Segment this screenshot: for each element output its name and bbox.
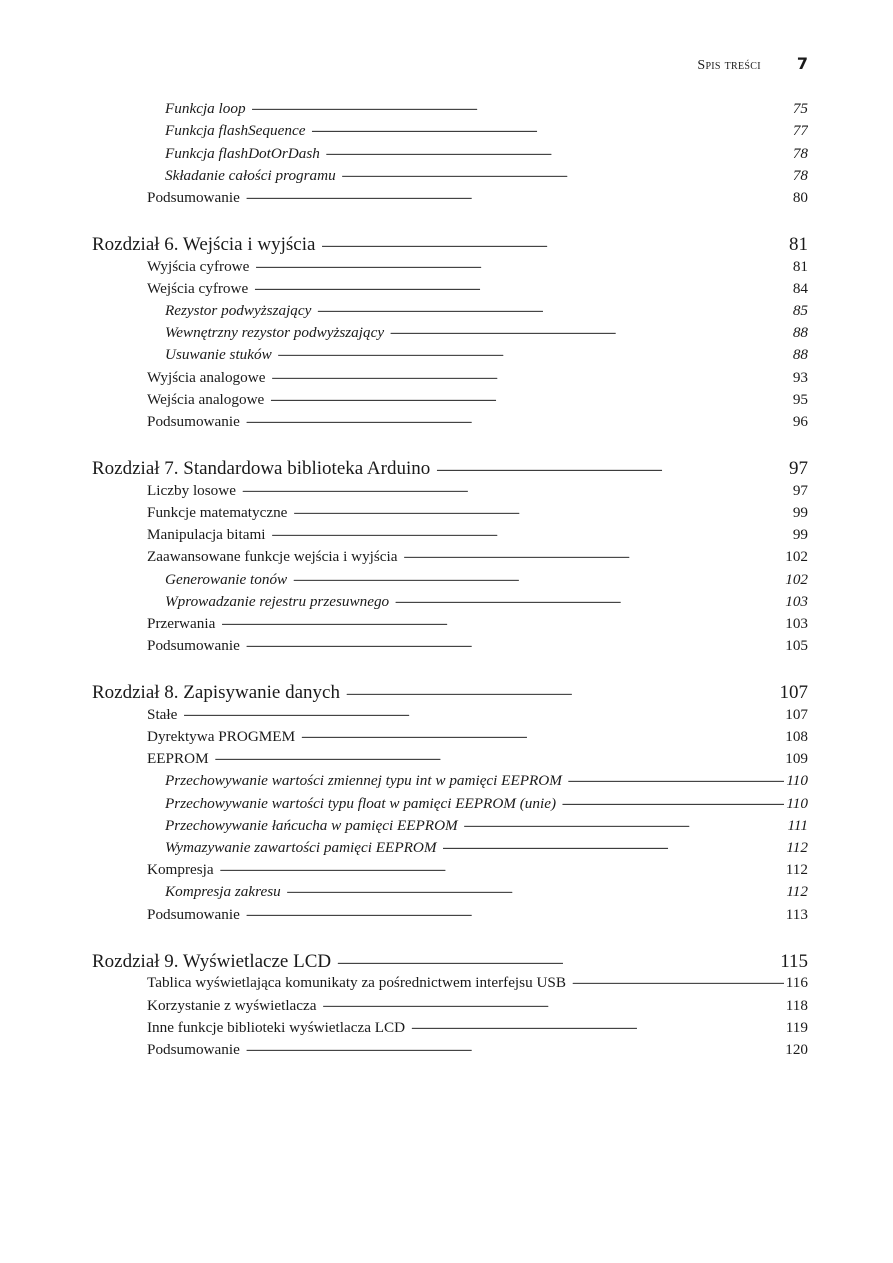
toc-section-entry <box>147 278 808 298</box>
toc-entry-title: Podsumowanie <box>147 905 240 923</box>
toc-entry-page: 111 <box>787 816 808 834</box>
toc-dot-leader <box>317 300 790 315</box>
toc-section-entry <box>147 187 808 207</box>
toc-section-entry <box>147 389 808 409</box>
toc-dot-leader <box>254 278 791 293</box>
toc-entry-page: 78 <box>792 166 808 184</box>
toc-dot-leader <box>252 98 791 113</box>
toc-entry-page: 93 <box>792 368 808 386</box>
toc-dot-leader <box>270 389 791 404</box>
toc-entry-page: 97 <box>789 458 808 480</box>
toc-entry-title: Rozdział 8. Zapisywanie danych <box>92 682 340 704</box>
toc-entry-title: Tablica wyświetlająca komunikaty za pośrednictwem interfejsu USB <box>147 974 566 992</box>
toc-chapter-entry <box>92 679 808 704</box>
toc-entry-title: Liczby losowe <box>147 481 236 499</box>
toc-entry-page: 75 <box>792 100 808 118</box>
toc-entry-page: 77 <box>792 122 808 140</box>
toc-entry-page: 97 <box>792 481 808 499</box>
toc-dot-leader <box>337 948 778 967</box>
toc-entry-title: EEPROM <box>147 750 209 768</box>
toc-entry-title: Podsumowanie <box>147 188 240 206</box>
toc-section-entry <box>147 994 808 1014</box>
toc-entry-page: 118 <box>785 996 808 1014</box>
toc-entry-page: 112 <box>785 861 808 879</box>
toc-entry-page: 85 <box>792 302 808 320</box>
toc-dot-leader <box>390 322 791 337</box>
toc-entry-title: Rozdział 6. Wejścia i wyjścia <box>92 234 316 255</box>
toc-entry-title: Usuwanie stuków <box>165 346 272 364</box>
toc-entry-title: Funkcja flashDotOrDash <box>165 144 320 162</box>
toc-entry-title: Stałe <box>147 705 178 723</box>
toc-dot-leader <box>311 120 790 135</box>
toc-dot-leader <box>183 704 783 719</box>
toc-entry-page: 120 <box>785 1040 808 1058</box>
toc-section-entry <box>147 635 808 655</box>
toc-dot-leader <box>301 726 783 741</box>
toc-subsection-entry <box>165 591 808 611</box>
toc-entry-page: 119 <box>785 1018 808 1036</box>
toc-section-entry <box>147 1039 808 1059</box>
toc-dot-leader <box>404 546 784 561</box>
toc-dot-leader <box>246 411 791 426</box>
toc-entry-page: 102 <box>785 548 808 566</box>
toc-section-entry <box>147 726 808 746</box>
toc-subsection-entry <box>165 98 808 118</box>
toc-section-entry <box>147 524 808 544</box>
toc-dot-leader <box>321 231 787 250</box>
toc-subsection-entry <box>165 568 808 588</box>
toc-entry-page: 113 <box>785 905 808 923</box>
toc-entry-page: 88 <box>792 324 808 342</box>
toc-entry-title: Generowanie tonów <box>165 570 288 588</box>
toc-entry-title: Inne funkcje biblioteki wyświetlacza LCD <box>147 1018 406 1036</box>
toc-entry-page: 80 <box>792 188 808 206</box>
toc-dot-leader <box>464 815 786 830</box>
toc-subsection-entry <box>165 837 808 857</box>
toc-dot-leader <box>287 881 785 896</box>
toc-entry-page: 95 <box>792 390 808 408</box>
toc-entry-title: Wewnętrzny rezystor podwyższający <box>165 324 385 342</box>
toc-section-entry <box>147 502 808 522</box>
toc-dot-leader <box>293 502 790 517</box>
toc-entry-page: 88 <box>792 346 808 364</box>
toc-entry-title: Rezystor podwyższający <box>165 302 312 320</box>
toc-dot-leader <box>395 591 783 606</box>
toc-entry-page: 81 <box>792 257 808 275</box>
toc-entry-page: 108 <box>785 728 808 746</box>
toc-dot-leader <box>278 344 791 359</box>
toc-entry-title: Podsumowanie <box>147 637 240 655</box>
toc-dot-leader <box>272 524 791 539</box>
toc-dot-leader <box>242 480 791 495</box>
toc-entry-title: Przechowywanie wartości typu float w pamięci EEPROM (unie) <box>165 794 557 812</box>
toc-entry-page: 112 <box>786 883 808 901</box>
toc-entry-page: 103 <box>785 592 808 610</box>
toc-entry-title: Funkcja loop <box>165 100 246 118</box>
toc-dot-leader <box>323 994 784 1009</box>
toc-entry-title: Wejścia analogowe <box>147 390 265 408</box>
toc-section-entry <box>147 704 808 724</box>
page-number: 7 <box>796 54 808 73</box>
toc-entry-title: Podsumowanie <box>147 1040 240 1058</box>
toc-dot-leader <box>246 635 783 650</box>
toc-section-entry <box>147 256 808 276</box>
toc-entry-page: 99 <box>792 526 808 544</box>
toc-dot-leader <box>246 187 791 202</box>
toc-subsection-entry <box>165 770 808 790</box>
toc-dot-leader <box>221 613 783 628</box>
toc-entry-page: 84 <box>792 279 808 297</box>
toc-entry-page: 110 <box>786 794 808 812</box>
toc-section-entry <box>147 904 808 924</box>
toc-entry-title: Wyjścia analogowe <box>147 368 266 386</box>
toc-entry-page: 115 <box>780 950 808 972</box>
toc-subsection-entry <box>165 344 808 364</box>
toc-dot-leader <box>346 679 778 698</box>
toc-entry-title: Przerwania <box>147 614 216 632</box>
toc-entry-page: 96 <box>792 413 808 431</box>
toc-chapter-entry <box>92 231 808 256</box>
toc-entry-title: Korzystanie z wyświetlacza <box>147 996 317 1014</box>
toc-subsection-entry <box>165 165 808 185</box>
toc-dot-leader <box>255 256 790 271</box>
toc-dot-leader <box>436 455 787 474</box>
running-header-title: Spis treści <box>697 58 761 73</box>
toc-chapter-entry <box>92 948 808 973</box>
toc-entry-title: Składanie całości programu <box>165 166 336 184</box>
toc-entry-page: 99 <box>792 503 808 521</box>
toc-entry-page: 109 <box>785 750 808 768</box>
toc-entry-title: Dyrektywa PROGMEM <box>147 728 296 746</box>
toc-subsection-entry <box>165 300 808 320</box>
toc-entry-page: 105 <box>785 637 808 655</box>
toc-section-entry <box>147 480 808 500</box>
toc-entry-title: Wyjścia cyfrowe <box>147 257 250 275</box>
toc-entry-page: 107 <box>779 682 808 704</box>
toc-subsection-entry <box>165 322 808 342</box>
toc-section-entry <box>147 613 808 633</box>
toc-entry-page: 78 <box>792 144 808 162</box>
toc-dot-leader <box>293 568 783 583</box>
toc-section-entry <box>147 411 808 431</box>
toc-section-entry <box>147 1017 808 1037</box>
toc-chapter-entry <box>92 455 808 480</box>
toc-subsection-entry <box>165 120 808 140</box>
toc-section-entry <box>147 748 808 768</box>
toc-section-entry <box>147 859 808 879</box>
toc-entry-page: 103 <box>785 614 808 632</box>
toc-entry-page: 81 <box>789 234 808 255</box>
toc-section-entry <box>147 972 808 992</box>
toc-dot-leader <box>443 837 785 852</box>
toc-entry-title: Kompresja <box>147 861 214 879</box>
toc-subsection-entry <box>165 815 808 835</box>
toc-entry-title: Przechowywanie wartości zmiennej typu int w pamięci EEPROM <box>165 772 562 790</box>
toc-entry-title: Przechowywanie łańcucha w pamięci EEPROM <box>165 816 458 834</box>
toc-subsection-entry <box>165 793 808 813</box>
toc-entry-title: Zaawansowane funkcje wejścia i wyjścia <box>147 548 398 566</box>
toc-entry-title: Kompresja zakresu <box>165 883 281 901</box>
running-header <box>0 54 808 74</box>
toc-dot-leader <box>326 142 791 157</box>
toc-section-entry <box>147 367 808 387</box>
toc-dot-leader <box>411 1017 784 1032</box>
toc-dot-leader <box>562 793 784 808</box>
toc-dot-leader <box>568 770 784 785</box>
toc-dot-leader <box>220 859 784 874</box>
toc-entry-title: Rozdział 7. Standardowa biblioteka Arduino <box>92 458 431 480</box>
toc-dot-leader <box>246 904 784 919</box>
toc-dot-leader <box>572 972 784 987</box>
toc-entry-page: 102 <box>785 570 808 588</box>
toc-entry-title: Wprowadzanie rejestru przesuwnego <box>165 592 390 610</box>
toc-dot-leader <box>246 1039 783 1054</box>
toc-entry-page: 107 <box>785 705 808 723</box>
toc-section-entry <box>147 546 808 566</box>
toc-entry-title: Wejścia cyfrowe <box>147 279 249 297</box>
toc-entry-title: Wymazywanie zawartości pamięci EEPROM <box>165 839 437 857</box>
toc-entry-title: Funkcje matematyczne <box>147 503 288 521</box>
toc-entry-title: Manipulacja bitami <box>147 526 266 544</box>
toc-subsection-entry <box>165 881 808 901</box>
toc-dot-leader <box>271 367 790 382</box>
toc-entry-page: 116 <box>785 974 808 992</box>
toc-subsection-entry <box>165 142 808 162</box>
toc-entry-page: 112 <box>786 839 808 857</box>
toc-entry-title: Rozdział 9. Wyświetlacze LCD <box>92 950 332 972</box>
toc-entry-page: 110 <box>786 772 808 790</box>
toc-dot-leader <box>342 165 791 180</box>
toc-entry-title: Podsumowanie <box>147 413 240 431</box>
toc-dot-leader <box>215 748 784 763</box>
toc-entry-title: Funkcja flashSequence <box>165 122 306 140</box>
